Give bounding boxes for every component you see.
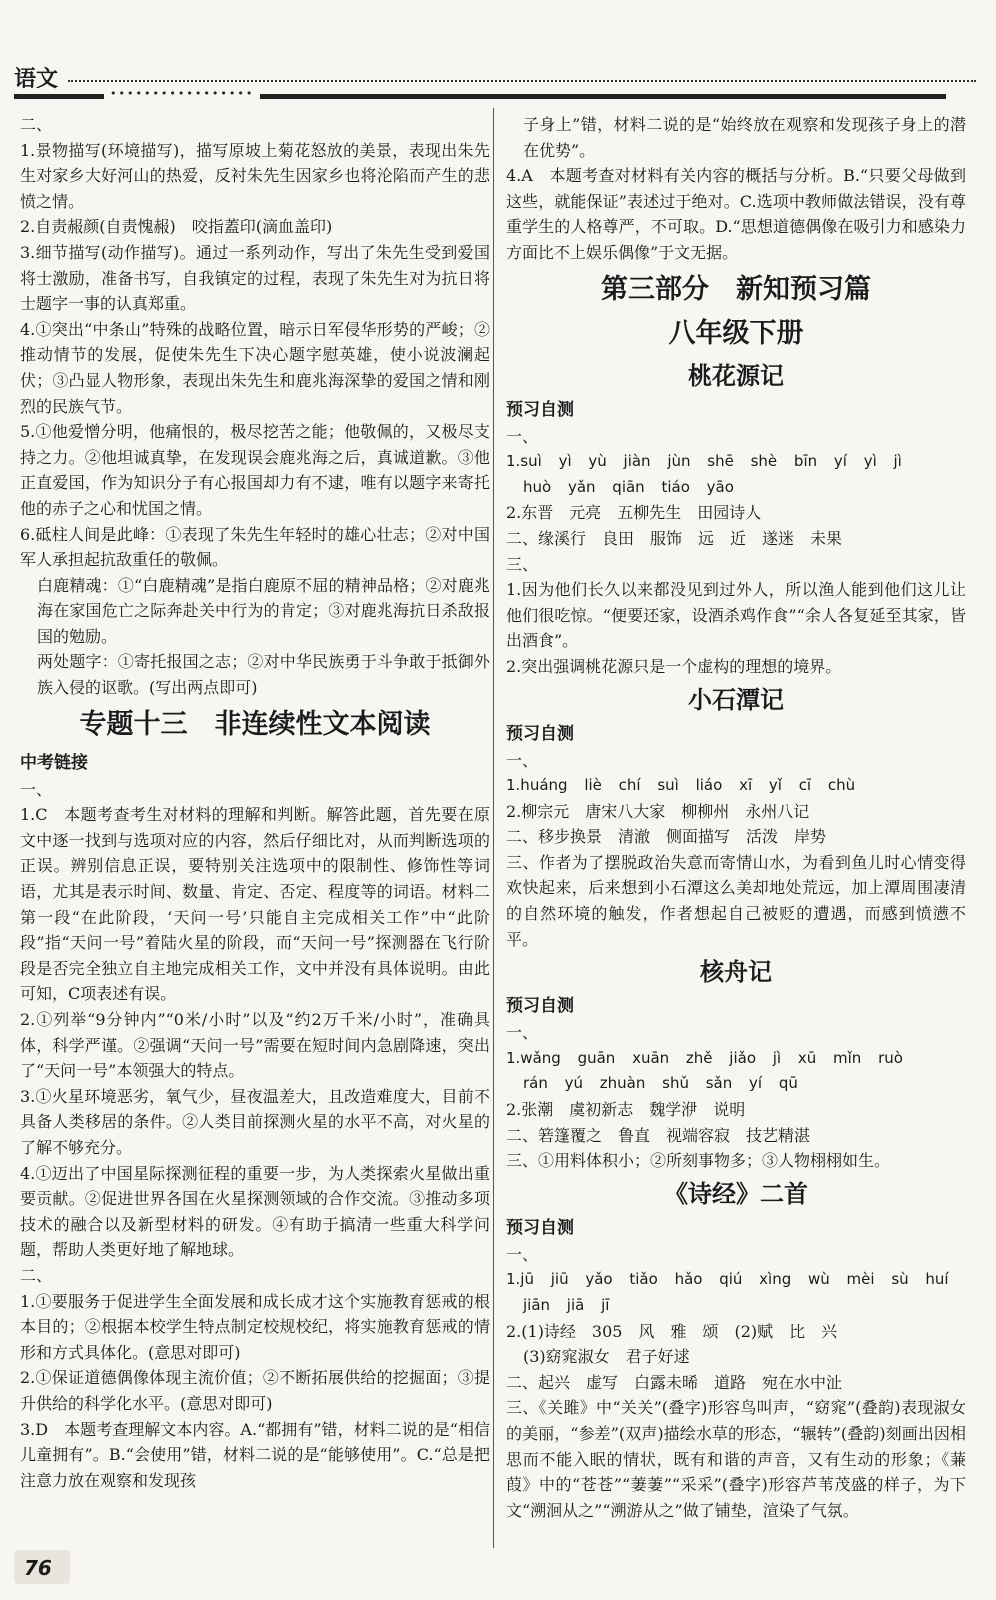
header-dotted-line — [68, 80, 976, 82]
answer-item: 2.①列举“9分钟内”“0米/小时”以及“约2万千米/小时”，准确具体，科学严谨。②强调“天问一号”需要在短时间内急剧降速，突出了“天问一号”本领强大的特点。 — [20, 1010, 490, 1081]
answer-item: 2.①保证道德偶像体现主流价值；②不断拓展供给的挖掘面；③提升供给的科学化水平。(意思对即可) — [20, 1368, 490, 1413]
answer-item: 二、缘溪行 良田 服饰 远 近 遂迷 未果 — [506, 528, 843, 548]
answer-item: 1.因为他们长久以来都没见到过外人，所以渔人能到他们这儿让他们很吃惊。“便要还家，设酒杀鸡作食”“余人各复延至其家，皆出酒食”。 — [506, 580, 966, 651]
lesson-title: 核舟记 — [700, 958, 772, 987]
pinyin-line: rán yú zhuàn shǔ sǎn yí qū — [523, 1074, 798, 1093]
answer-item: 二、起兴 虚写 白露未晞 道路 宛在水中沚 — [506, 1372, 843, 1392]
section-heading: 一、 — [506, 426, 539, 446]
answer-item: 三、①用料体积小；②所刻事物多；③人物栩栩如生。 — [506, 1151, 891, 1171]
answer-item: 2.自责赧颜(自责愧赧) 咬指蓋印(滴血盖印) — [20, 217, 333, 237]
pinyin-line: 1.huáng liè chí suì liáo xī yǐ cī chù — [506, 776, 856, 795]
answer-item: 2.柳宗元 唐宋八大家 柳柳州 永州八记 — [506, 801, 810, 821]
subsection-heading: 预习自测 — [506, 996, 574, 1017]
subsection-heading: 预习自测 — [506, 723, 574, 744]
answer-item: 1.景物描写(环境描写)，描写原坡上菊花怒放的美景，表现出朱先生对家乡大好河山的热爱，反衬朱先生因家乡也将沦陷而产生的悲愤之情。 — [20, 140, 490, 211]
section-heading: 二、 — [20, 115, 53, 134]
answer-item: 二、箬篷覆之 鲁直 视端容寂 技艺精湛 — [506, 1125, 811, 1145]
section-heading: 一、 — [506, 1244, 539, 1264]
section-heading: 一、 — [506, 1023, 539, 1043]
subsection-heading: 预习自测 — [506, 1217, 574, 1238]
answer-item: 3.细节描写(动作描写)。通过一系列动作，写出了朱先生受到爱国将士激励，准备书写，自我镇定的过程，表现了朱先生对为抗日将士题字一事的认真郑重。 — [20, 242, 490, 314]
answer-item: 2.(1)诗经 305 风 雅 颂 (2)赋 比 兴 — [506, 1321, 838, 1341]
page-header — [14, 52, 976, 104]
pinyin-line: jiān jiā jī — [523, 1296, 610, 1314]
answer-item: 子身上”错，材料二说的是“始终放在观察和发现孩子身上的潜在优势”。 — [523, 115, 966, 160]
left-column — [20, 112, 490, 1493]
answer-item: 1.①要服务于促进学生全面发展和成长成才这个实施教育惩戒的根本目的；②根据本校学生特点制定校规校纪，将实施教育惩戒的情形和方式具体化。(意思对即可) — [20, 1291, 490, 1362]
answer-item: 三、作者为了摆脱政治失意而寄情山水，为看到鱼儿时心情变得欢快起来，后来想到小石潭这么美却地处荒远，加上潭周围凄清的自然环境的触发，作者想起自己被贬的遭遇，而感到愤懑不平。 — [506, 852, 966, 949]
answer-item: 白鹿精魂：①“白鹿精魂”是指白鹿原不屈的精神品格；②对鹿兆海在家国危亡之际奔赴关中行为的肯定；③对鹿兆海抗日杀敌报国的勉励。 — [37, 575, 490, 646]
answer-item: 2.突出强调桃花源只是一个虚构的理想的境界。 — [506, 656, 842, 676]
answer-item: 两处题字：①寄托报国之志；②对中华民族勇于斗争敢于抵御外族入侵的讴歌。(写出两点即可) — [37, 652, 490, 698]
answer-item: 4.①迈出了中国星际探测征程的重要一步，为人类探索火星做出重要贡献。②促进世界各国在火星探测领域的合作交流。③推动多项技术的融合以及新型材料的研发。④有助于搞清一些重大科学问题，帮助人类更好地了解地球。 — [20, 1163, 490, 1260]
answer-item: 2.张潮 虞初新志 魏学洢 说明 — [506, 1100, 746, 1120]
pinyin-line: huò yǎn qiān tiáo yāo — [523, 477, 734, 496]
section-heading: 二、 — [20, 1265, 53, 1285]
section-heading: 一、 — [506, 750, 539, 770]
lesson-title: 桃花源记 — [688, 361, 784, 390]
section-heading: 一、 — [20, 779, 53, 799]
answer-item: 5.①他爱憎分明，他痛恨的，极尽挖苦之能；他敬佩的，又极尽支持之力。②他坦诚真挚，在发现误会鹿兆海之后，真诚道歉。③他正直爱国，作为知识分子有心报国却力有不逮，唯有以题字来寄托他的赤子之心和忧国之情。 — [20, 422, 490, 518]
grade-title: 八年级下册 — [668, 317, 804, 349]
section-heading: 三、 — [506, 554, 539, 574]
header-bar — [14, 87, 946, 100]
header-bar-dots: ••••••••••••••••• — [104, 87, 260, 100]
answer-item: 3.D 本题考查理解文本内容。A.“都拥有”错，材料二说的是“相信儿童拥有”。B.“会使用”错，材料二说的是“能够使用”。C.“总是把注意力放在观察和发现孩 — [20, 1419, 490, 1490]
pinyin-line: 1.suì yì yù jiàn jùn shē shè bīn yí yì jì — [506, 452, 902, 471]
answer-item: 1.C 本题考查考生对材料的理解和判断。解答此题，首先要在原文中逐一找到与选项对应的内容，然后仔细比对，从而判断选项的正误。辨别信息正误，要特别关注选项中的限制性、修饰性等词语，尤其是表示时间、数量、肯定、否定、程度等的词语。材料二第一段“在此阶段，‘天问一号’只能自主完成相关工作”中“此阶段”指“天问一号”着陆火星的阶段，而“天问一号”探测器在飞行阶段是否完全独立自主地完成相关工作，文中并没有具体说明。由此可知，C项表述有误。 — [20, 805, 490, 1004]
answer-item: 二、移步换景 清澈 侧面描写 活泼 岸势 — [506, 827, 827, 847]
answer-item: 4.①突出“中条山”特殊的战略位置，暗示日军侵华形势的严峻；②推动情节的发展，促使朱先生下决心题字慰英雄，使小说波澜起伏；③凸显人物形象，表现出朱先生和鹿兆海深挚的爱国之情和刚烈的民族气节。 — [20, 319, 490, 416]
pinyin-line: 1.wǎng guān xuān zhě jiǎo jì xū mǐn ruò — [506, 1048, 903, 1067]
answer-item: 4.A 本题考查对材料有关内容的概括与分析。B.“只要父母做到这些，就能保证”表述过于绝对。C.选项中教师做法错误，没有尊重学生的人格尊严，不可取。D.“思想道德偶像在吸引力和感染力方面比不上娱乐偶像”于文无据。 — [506, 166, 966, 262]
topic-title: 专题十三 非连续性文本阅读 — [79, 708, 431, 740]
subject-label: 语文 — [14, 67, 59, 92]
lesson-title: 《诗经》二首 — [664, 1179, 808, 1208]
answer-item: 6.砥柱人间是此峰：①表现了朱先生年轻时的雄心壮志；②对中国军人承担起抗敌重任的敬佩。 — [20, 524, 490, 570]
page-number: 76 — [24, 1556, 52, 1580]
answer-item: 3.①火星环境恶劣，氧气少，昼夜温差大，且改造难度大，目前不具备人类移居的条件。②人类目前探测火星的水平不高，对火星的了解不够充分。 — [20, 1086, 490, 1157]
lesson-title: 小石潭记 — [688, 685, 784, 714]
page-footer — [14, 1550, 74, 1590]
part-title: 第三部分 新知预习篇 — [601, 273, 871, 305]
subsection-heading: 预习自测 — [506, 399, 574, 420]
answer-item: 三、《关雎》中“关关”(叠字)形容鸟叫声，“窈窕”(叠韵)表现淑女的美丽，“参差”(双声)描绘水草的形态，“辗转”(叠韵)刻画出因相思而不能入眠的情状，既有和谐的声音，又有生动的形象；《蒹葭》中的“苍苍”“萋萋”“采采”(叠字)形容芦苇茂盛的样子，为下文“溯洄从之”“溯游从之”做了铺垫，渲染了气氛。 — [506, 1398, 966, 1520]
column-divider — [493, 108, 494, 1548]
subsection-heading: 中考链接 — [20, 752, 88, 773]
answer-item: 2.东晋 元亮 五柳先生 田园诗人 — [506, 503, 762, 523]
answer-item: (3)窈窕淑女 君子好逑 — [523, 1347, 690, 1367]
pinyin-line: 1.jū jiū yǎo tiǎo hǎo qiú xìng wù mèi sù huí — [506, 1270, 949, 1289]
right-column — [506, 112, 966, 1523]
